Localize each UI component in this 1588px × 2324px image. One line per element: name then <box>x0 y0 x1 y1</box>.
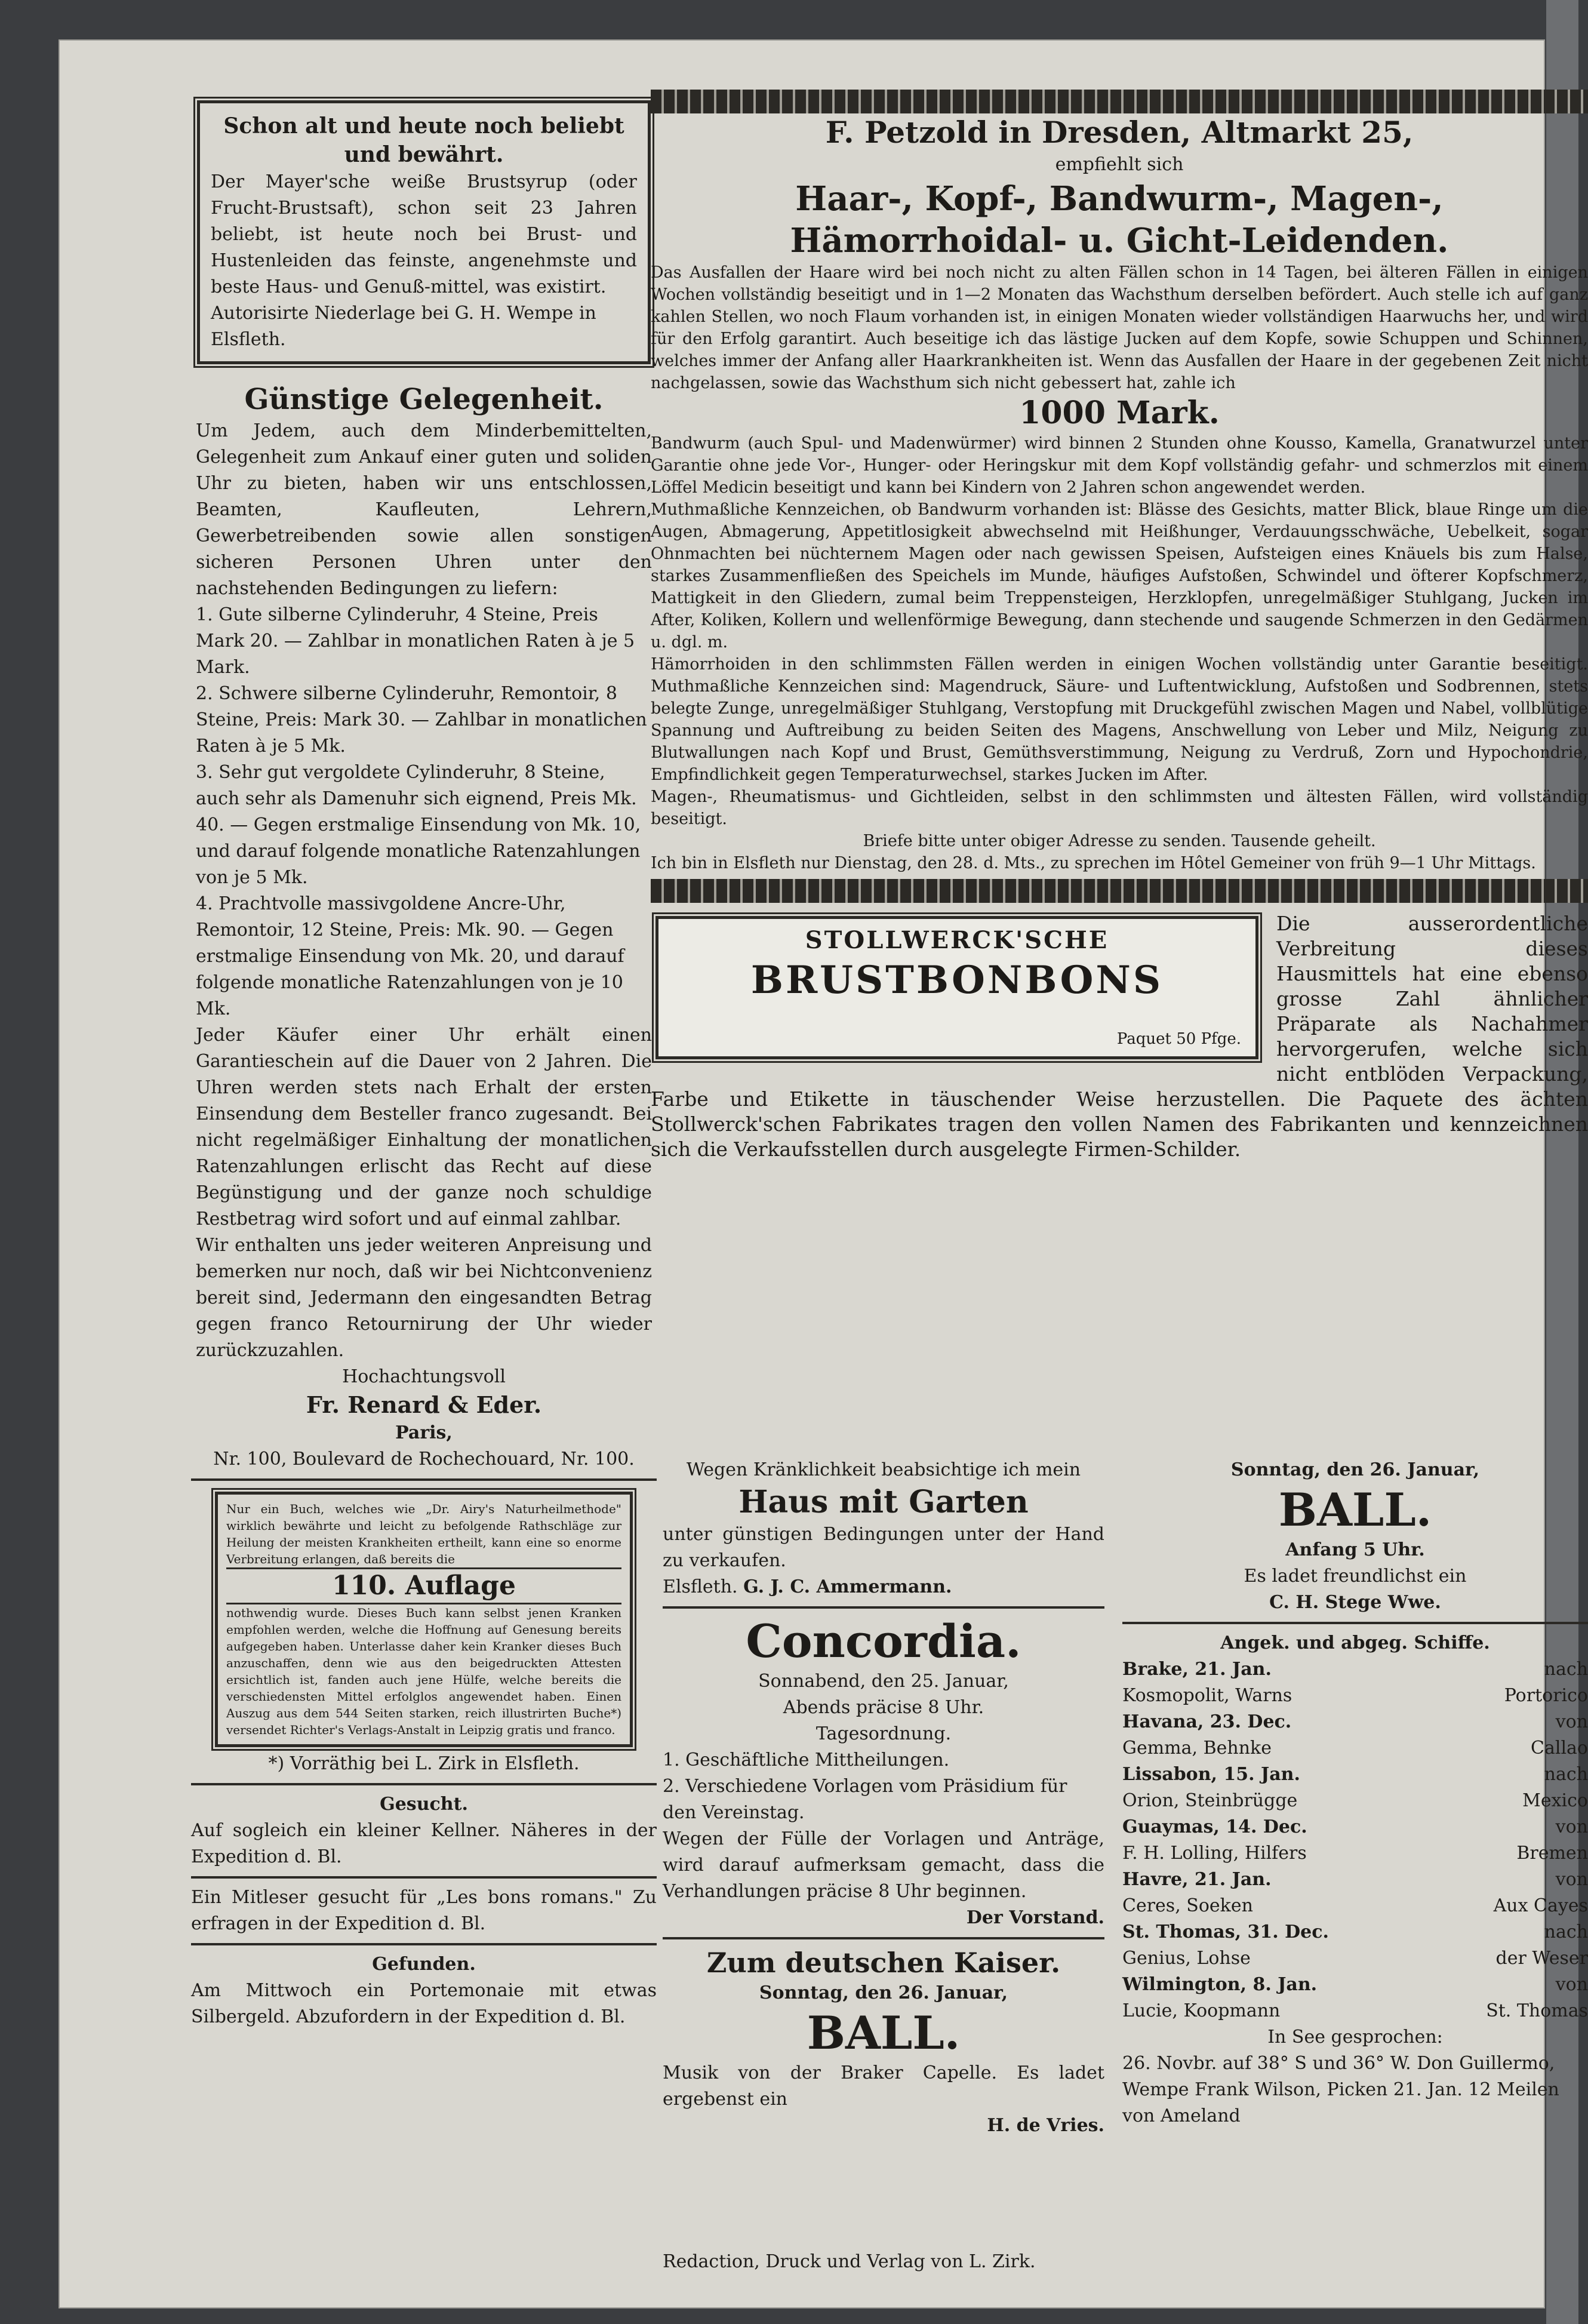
ship-row <box>1122 1840 1588 1867</box>
ship-row-right: der Weser <box>1495 1948 1588 1969</box>
ad-airy-edition: 110. Auflage <box>226 1567 621 1604</box>
ship-row-right: Mexico <box>1522 1790 1588 1811</box>
ad-uhren <box>191 381 657 1473</box>
ship-row-right: Callao <box>1531 1738 1588 1759</box>
ship-row <box>1122 1814 1588 1840</box>
ad-kaiser-text: Musik von der Braker Capelle. Es ladet ergebenst ein <box>663 2062 1104 2110</box>
ad-ball-date: Sonntag, den 26. Januar, <box>1230 1459 1480 1480</box>
ad-concordia-note: Wegen der Fülle der Vorlagen und Anträge, wird darauf aufmerksam gemacht, dass die Verhandlungen präcise 8 Uhr beginnen. <box>663 1828 1104 1902</box>
ornament-bar <box>651 90 1588 113</box>
ad-haus-title: Haus mit Garten <box>738 1484 1029 1520</box>
ad-stollwerck-text: Die ausserordentliche Verbreitung dieses Hausmittels hat eine ebenso grosse Zahl ähnlicher Präparate als Nachahmer hervorgerufen, welche sich nicht entblöden Verpackung, Farbe und Etikette in täuschender Weise herzustellen. Die Paquete des ächten Stollwerck'schen Fabrikates tragen den vollen Namen des Fabrikanten und kennzeichnen sich die Verkaufsstellen durch ausgelegte Firmen-Schilder. <box>651 912 1588 1161</box>
list-item: 3. Sehr gut vergoldete Cylinderuhr, 8 Steine, auch sehr als Damenuhr sich eignend, Preis Mk. 40. — Gegen erstmalige Einsendung von Mk. 10, und darauf folgende monatliche Ratenzahlungen von je 5 Mk. <box>196 762 641 888</box>
ship-row <box>1122 1972 1588 1998</box>
ad-haus-intro: Wegen Kränklichkeit beabsichtige ich mein <box>686 1459 1081 1480</box>
ship-row-left: Genius, Lohse <box>1122 1948 1251 1969</box>
divider <box>191 1478 657 1481</box>
ship-row <box>1122 1656 1588 1683</box>
ad-concordia-signed: Der Vorstand. <box>966 1907 1104 1928</box>
stollwerck-logo-pack: Paquet 50 Pfge. <box>1116 1030 1241 1048</box>
ship-row-left: F. H. Lolling, Hilfers <box>1122 1843 1307 1864</box>
ad-uhren-intro: Um Jedem, auch dem Minderbemittelten, Gelegenheit zum Ankauf einer guten und soliden Uhr zu bieten, haben wir uns entschlossen, Beamten, Kaufleuten, Lehrern, Gewerbetreibenden sowie allen sonstigen sicheren Personen Uhren unter den nachstehenden Bedingungen zu liefern: <box>196 420 652 599</box>
ship-row-right: von <box>1555 1869 1588 1890</box>
ships-rows <box>1122 1656 1588 2024</box>
ad-gesucht-text: Auf sogleich ein kleiner Kellner. Näheres in der Expedition d. Bl. <box>191 1820 657 1867</box>
ad-kaiser-date: Sonntag, den 26. Januar, <box>759 1982 1008 2003</box>
stollwerck-logo-top: STOLLWERCK'SCHE <box>805 926 1109 954</box>
ad-mayer-body: Der Mayer'sche weiße Brustsyrup (oder Frucht-Brustsaft), schon seit 23 Jahren beliebt, ist heute noch bei Brust- und Hustenleiden das feinste, angenehmste und beste Haus- und Genuß-mittel, was existirt. <box>211 171 637 297</box>
ad-haus-place <box>663 1574 1104 1600</box>
ad-petzold-p1: Das Ausfallen der Haare wird bei noch nicht zu alten Fällen schon in 14 Tagen, bei älteren Fällen in einigen Wochen vollständig beseitigt und in 1—2 Monaten das Wachsthum derselben befördert. Auch stelle ich auf ganz kahlen Stellen, wo noch Flaum vorhanden ist, in einigen Monaten wieder vollständigen Haarwuchs her, und wird für den Erfolg garantirt. Auch beseitige ich das lästige Jucken auf dem Kopfe, sowie Schuppen und Schinnen, welches immer der Anfang aller Haarkrankheiten ist. Wenn das Ausfallen der Haare in der gegebenen Zeit nicht nachgelassen, sowie das Wachsthum sich nicht gebessert hat, zahle ich <box>651 263 1588 392</box>
divider <box>191 1876 657 1879</box>
ship-row <box>1122 1867 1588 1893</box>
list-item: 2. Schwere silberne Cylinderuhr, Remontoir, 8 Steine, Preis: Mark 30. — Zahlbar in monatlichen Raten à je 5 Mk. <box>196 683 647 757</box>
ad-kaiser-title: Zum deutschen Kaiser. <box>706 1947 1061 1979</box>
ship-row <box>1122 1998 1588 2024</box>
ship-row-right: nach <box>1544 1659 1588 1680</box>
ship-row <box>1122 1945 1588 1972</box>
ornament-bar <box>651 879 1588 903</box>
ship-row-left: Lissabon, 15. Jan. <box>1122 1764 1300 1785</box>
ad-concordia-title: Concordia. <box>746 1615 1021 1668</box>
ship-row-left: Orion, Steinbrügge <box>1122 1790 1298 1811</box>
ad-kaiser-name: H. de Vries. <box>987 2115 1104 2136</box>
ship-row-right: von <box>1555 1974 1588 1995</box>
ad-ball <box>1122 1457 1588 1616</box>
ship-row <box>1122 1683 1588 1709</box>
ad-uhren-terms: Jeder Käufer einer Uhr erhält einen Garantieschein auf die Dauer von 2 Jahren. Die Uhren werden stets nach Erhalt der ersten Einsendung dem Besteller franco zugesandt. Bei nicht regelmäßiger Einhaltung der monatlichen Ratenzahlungen erlischt das Recht auf diese Begünstigung und der ganze noch schuldige Restbetrag wird sofort und auf einmal zahlbar. <box>196 1025 652 1229</box>
ad-mayer-agency: Autorisirte Niederlage bei G. H. Wempe in Elsfleth. <box>211 303 596 350</box>
divider <box>191 1943 657 1945</box>
ad-petzold-reward: 1000 Mark. <box>1019 395 1220 431</box>
ad-concordia-agenda-item: 1. Geschäftliche Mittheilungen. <box>663 1750 950 1770</box>
ship-row-right: St. Thomas <box>1486 2000 1588 2021</box>
ad-uhren-list <box>196 602 652 1022</box>
ad-petzold-p4: Hämorrhoiden in den schlimmsten Fällen werden in einigen Wochen vollständig unter Garantie beseitigt. Muthmaßliche Kennzeichen sind: Magendruck, Säure- und Luftentwicklung, Aufstoßen und Sodbrennen, stets belegte Zunge, unregelmäßiger Stuhlgang, Verstopfung mit Druckgefühl zwischen Magen und Nabel, vollblütige Spannung und Auftreibung zu beiden Seiten des Magens, Anschwellung von Leber und Milz, Neigung zu Blutwallungen nach Kopf und Brust, Gemüthsverstimmung, Neigung zu Verdruß, Zorn und Hypochondrie, Empfindlichkeit gegen Temperaturwechsel, starkes Jucken im After. <box>651 655 1588 784</box>
ad-haus <box>663 1457 1104 1600</box>
ad-petzold-p6: Briefe bitte unter obiger Adresse zu senden. Tausende geheilt. <box>863 832 1376 850</box>
ship-row-left: Havre, 21. Jan. <box>1122 1869 1272 1890</box>
ship-row <box>1122 1735 1588 1762</box>
ad-ball-ball: BALL. <box>1278 1483 1432 1536</box>
ship-row <box>1122 1893 1588 1919</box>
divider <box>191 1783 657 1785</box>
ship-row-right: Aux Cayes <box>1493 1895 1588 1916</box>
ship-row-left: Guaymas, 14. Dec. <box>1122 1816 1307 1837</box>
ad-haus-text: unter günstigen Bedingungen unter der Hand zu verkaufen. <box>663 1524 1104 1571</box>
ships-list <box>1122 1630 1588 2129</box>
divider <box>663 1937 1104 1939</box>
ad-petzold-name: F. Petzold in Dresden, Altmarkt 25, <box>825 115 1414 150</box>
ship-row-right: von <box>1555 1816 1588 1837</box>
ship-row-left: St. Thomas, 31. Dec. <box>1122 1922 1329 1942</box>
ad-petzold-headline1: Haar-, Kopf-, Bandwurm-, Magen-, <box>795 179 1444 219</box>
ship-row-right: von <box>1555 1711 1588 1732</box>
ad-petzold-p5: Magen-, Rheumatismus- und Gichtleiden, selbst in den schlimmsten und ältesten Fällen, wird vollständig beseitigt. <box>651 788 1588 828</box>
ad-airy <box>215 1492 633 1747</box>
right-lower-right-column <box>1122 1457 1588 2227</box>
ad-uhren-city: Paris, <box>395 1422 453 1443</box>
ships-spoken: 26. Novbr. auf 38° S und 36° W. Don Guillermo, Wempe Frank Wilson, Picken 21. Jan. 12 Meilen von Ameland <box>1122 2053 1559 2126</box>
ad-petzold-headline2: Hämorrhoidal- u. Gicht-Leidenden. <box>790 221 1449 260</box>
footer-imprint: Redaction, Druck und Verlag von L. Zirk. <box>663 2251 1036 2272</box>
ad-ball-name: C. H. Stege Wwe. <box>1269 1592 1441 1613</box>
ad-stollwerck <box>651 911 1588 1162</box>
ship-row-left: Brake, 21. Jan. <box>1122 1659 1272 1680</box>
ad-concordia <box>663 1615 1104 1931</box>
right-lower-left-column <box>663 1457 1104 2227</box>
ad-uhren-greeting: Hochachtungsvoll <box>342 1366 506 1387</box>
ship-row-left: Lucie, Koopmann <box>1122 2000 1281 2021</box>
ad-gefunden-text: Am Mittwoch ein Portemonaie mit etwas Silbergeld. Abzufordern in der Expedition d. Bl. <box>191 1980 657 2027</box>
ship-row-right: Bremen <box>1516 1843 1588 1864</box>
ad-gesucht <box>191 1791 657 1870</box>
ad-petzold-recommends: empfiehlt sich <box>1055 154 1184 175</box>
ad-haus-place-text: Elsfleth. <box>663 1576 738 1597</box>
ship-row-left: Havana, 23. Dec. <box>1122 1711 1292 1732</box>
ship-row-left: Kosmopolit, Warns <box>1122 1685 1292 1706</box>
left-column <box>191 90 657 2102</box>
ship-row <box>1122 1709 1588 1735</box>
ad-mitleser-text: Ein Mitleser gesucht für „Les bons romans." Zu erfragen in der Expedition d. Bl. <box>191 1887 657 1934</box>
ad-ball-start: Anfang 5 Uhr. <box>1285 1539 1425 1560</box>
ad-concordia-agenda-title: Tagesordnung. <box>815 1723 952 1744</box>
list-item: 4. Prachtvolle massivgoldene Ancre-Uhr, Remontoir, 12 Steine, Preis: Mk. 90. — Gegen erstmalige Einsendung von Mk. 20, und darauf folgende monatliche Ratenzahlungen von je 10 Mk. <box>196 893 624 1019</box>
list-item: 1. Gute silberne Cylinderuhr, 4 Steine, Preis Mark 20. — Zahlbar in monatlichen Raten à je 5 Mark. <box>196 604 635 678</box>
ad-mayer-title: Schon alt und heute noch beliebt und bewährt. <box>223 113 624 167</box>
ships-title: Angek. und abgeg. Schiffe. <box>1220 1633 1490 1653</box>
ad-gefunden <box>191 1951 657 2030</box>
stollwerck-logo-main: BRUSTBONBONS <box>750 958 1164 1003</box>
ad-gesucht-title: Gesucht. <box>380 1794 468 1815</box>
ad-gefunden-title: Gefunden. <box>372 1954 476 1975</box>
ship-row-left: Ceres, Soeken <box>1122 1895 1253 1916</box>
ship-row <box>1122 1919 1588 1945</box>
ad-uhren-title: Günstige Gelegenheit. <box>244 383 604 416</box>
ad-concordia-time: Abends präcise 8 Uhr. <box>783 1697 984 1718</box>
ship-row-right: Portorico <box>1504 1685 1588 1706</box>
ad-petzold-p2: Bandwurm (auch Spul- und Madenwürmer) wird binnen 2 Stunden ohne Kousso, Kamella, Granatwurzel unter Garantie ohne jede Vor-, Hunger- oder Heringskur mit dem Kopf vollständig gefahr- und schmerzlos mit einem Löffel Medicin beseitigt und kann bei Kindern von 2 Jahren schon angewendet werden. <box>651 434 1588 497</box>
stollwerck-logo <box>655 916 1258 1059</box>
ad-uhren-closing: Wir enthalten uns jeder weiteren Anpreisung und bemerken nur noch, daß wir bei Nichtconvenienz bereit sind, Jedermann den eingesandten Betrag gegen franco Retournirung der Uhr wieder zurückzuzahlen. <box>196 1235 652 1361</box>
ad-petzold-p7: Ich bin in Elsfleth nur Dienstag, den 28. d. Mts., zu sprechen im Hôtel Gemeiner von früh 9—1 Uhr Mittags. <box>651 854 1536 872</box>
ships-spoken-title: In See gesprochen: <box>1267 2027 1443 2048</box>
ship-row-left: Wilmington, 8. Jan. <box>1122 1974 1318 1995</box>
ad-uhren-firm: Fr. Renard & Eder. <box>306 1391 542 1418</box>
ad-airy-note: *) Vorräthig bei L. Zirk in Elsfleth. <box>268 1753 580 1774</box>
ad-concordia-agenda-item: 2. Verschiedene Vorlagen vom Präsidium für den Vereinstag. <box>663 1776 1067 1823</box>
right-top-column <box>651 90 1588 1200</box>
divider <box>1122 1622 1588 1624</box>
ad-petzold-p3: Muthmaßliche Kennzeichen, ob Bandwurm vorhanden ist: Blässe des Gesichts, matter Blick, blaue Ringe um die Augen, Abmagerung, Appetitlosigkeit abwechselnd mit Heißhunger, Verdauungsschwäche, Uebelkeit, sogar Ohnmachten bei nüchternem Magen oder nach gewissen Speisen, Aufsteigen eines Knäuels bis zum Halse, starkes Zusammenfließen des Speichels im Munde, häufiges Aufstoßen, Schwindel und öfterer Kopfschmerz, Mattigkeit in den Gliedern, zumal beim Treppensteigen, Herzklopfen, unregelmäßiger Stuhlgang, Jucken im After, Koliken, Kollern und wellenförmige Bewegung, dann stechende und saugende Schmerzen in den Gedärmen u. dgl. m. <box>651 500 1588 651</box>
ship-row <box>1122 1788 1588 1814</box>
ad-airy-text2: nothwendig wurde. Dieses Buch kann selbst jenen Kranken empfohlen werden, welche die Hoffnung auf Genesung bereits aufgegeben haben. Unterlasse daher kein Kranker dieses Buch anzuschaffen, denn wie aus den beigedruckten Attesten ersichtlich ist, fanden auch jene Hülfe, welche bereits die verschiedensten Mittel erfolglos angewendet haben. Einen Auszug aus dem 544 Seiten starken, reich illustrirten Buche*) versendet Richter's Verlags-Anstalt in Leipzig gratis und franco. <box>226 1606 621 1737</box>
ad-concordia-date: Sonnabend, den 25. Januar, <box>758 1671 1009 1692</box>
ship-row-right: nach <box>1544 1922 1588 1942</box>
ad-haus-name: G. J. C. Ammermann. <box>743 1576 952 1597</box>
ad-mayer <box>197 100 651 364</box>
ship-row <box>1122 1762 1588 1788</box>
ship-row-right: nach <box>1544 1764 1588 1785</box>
ad-airy-text1: Nur ein Buch, welches wie „Dr. Airy's Naturheilmethode" wirklich bewährte und leicht zu befolgende Rathschläge zur Heilung der meisten Krankheiten ertheilt, kann eine so enorme Verbreitung erlangen, daß bereits die <box>226 1502 621 1566</box>
divider <box>663 1606 1104 1609</box>
ad-ball-invite: Es ladet freundlichst ein <box>1244 1566 1467 1587</box>
ship-row-left: Gemma, Behnke <box>1122 1738 1272 1759</box>
ad-kaiser <box>663 1945 1104 2139</box>
ad-uhren-address: Nr. 100, Boulevard de Rochechouard, Nr. 100. <box>213 1449 635 1470</box>
ad-kaiser-ball: BALL. <box>807 2006 961 2059</box>
